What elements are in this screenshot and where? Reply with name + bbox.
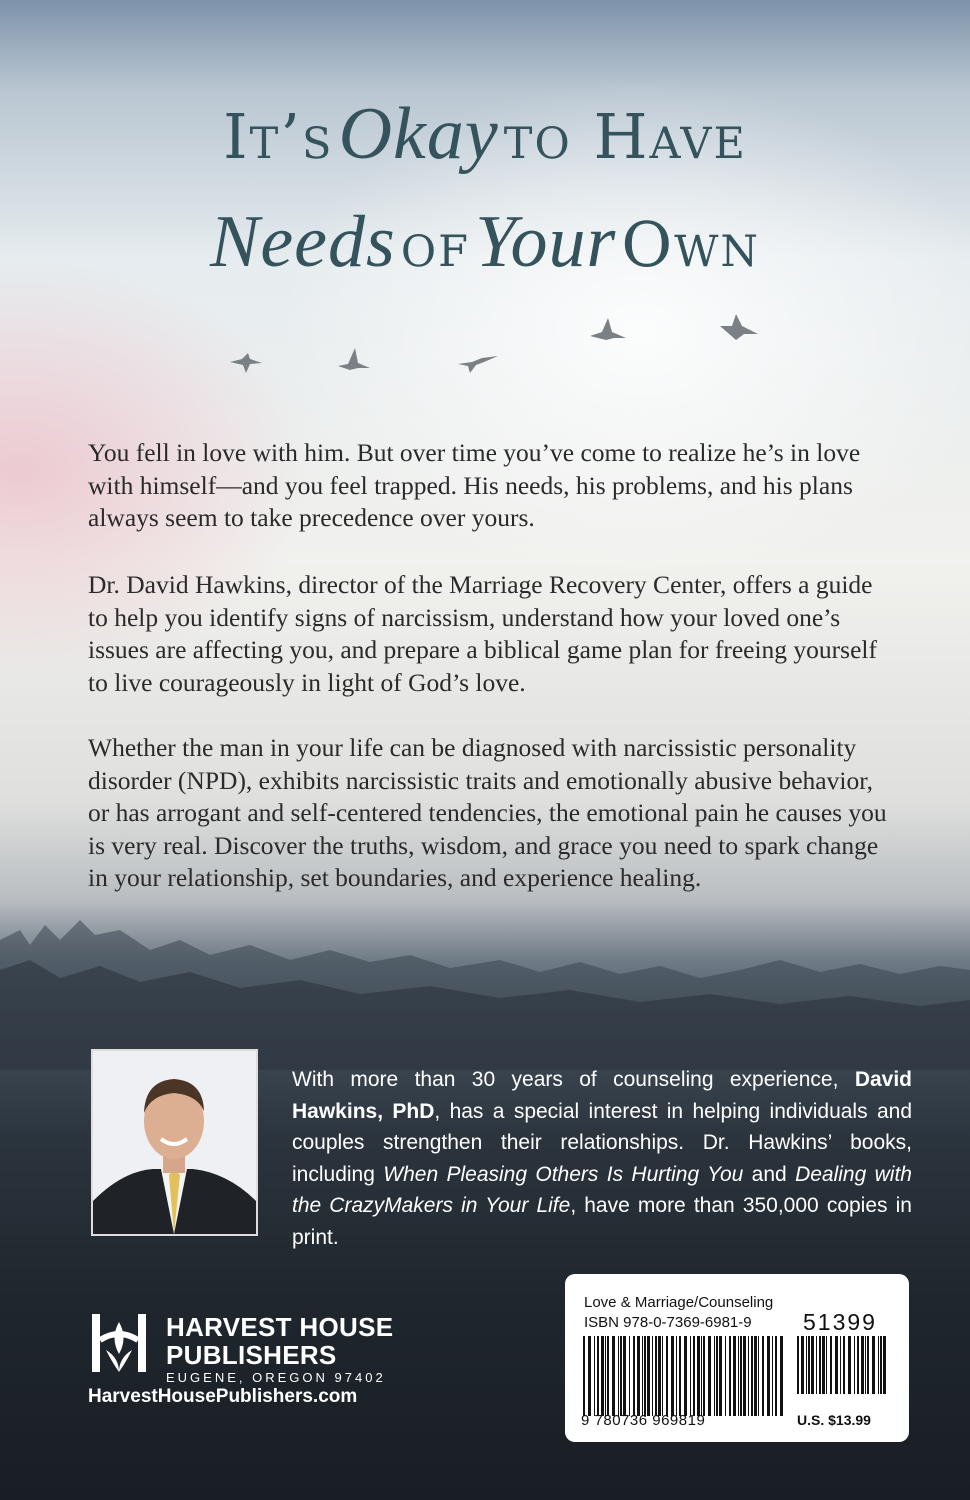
publisher-city: EUGENE, OREGON 97402 [166,1370,386,1385]
bird-icon [230,353,262,373]
blurb-paragraph: Whether the man in your life can be diagnosed with narcissistic personality disorder (NPD), exhibits narcissistic traits and emotionally abusive behavior, or has arrogant and self-centered tendencies, the emotional pain he causes you is very real. Discover the truths, wisdom, and grace you need to spark change in your relationship, set boundaries, and experience healing. [88,733,887,892]
bird-icon [338,348,370,370]
harvest-house-logo-icon [88,1310,152,1380]
author-name: David Hawkins, PhD [292,1068,912,1123]
title-line-1: It’s Okay to Have [223,93,747,175]
author-photo [91,1049,258,1236]
publisher-url: HarvestHousePublishers.com [88,1386,358,1407]
publisher-name: PUBLISHERS [166,1340,337,1370]
book-category: Love & Marriage/Counseling [584,1294,774,1311]
ean-digits: 9 780736 969819 [581,1412,706,1429]
forest-treeline [0,900,970,1070]
price: U.S. $13.99 [797,1412,871,1428]
blurb-paragraph: Dr. David Hawkins, director of the Marriage Recovery Center, offers a guide to help you identify signs of narcissism, understand how your loved one’s issues are affecting you, and prepare a biblical game plan for freeing yourself to live courageously in light of God’s love. [88,570,877,697]
flying-birds [0,300,970,390]
bird-icon [458,356,498,373]
book-title: Dealing with the CrazyMakers in Your Life [292,1162,912,1217]
blurb-paragraph: You fell in love with him. But over time you’ve come to realize he’s in love with himself—and you feel trapped. His needs, his problems, and his plans always seem to take precedence over yours. [88,438,861,532]
book-title: When Pleasing Others Is Hurting You [383,1162,744,1186]
publisher-name: HARVEST HOUSE [166,1312,394,1342]
publisher-block [88,1310,408,1410]
bird-icon [720,314,758,340]
price-barcode-icon [797,1336,889,1394]
price-code: 51399 [803,1309,877,1335]
isbn: ISBN 978-0-7369-6981-9 [584,1314,752,1331]
ean-barcode-icon [583,1336,783,1416]
title-line-2: Needs of Your Own [209,201,761,283]
bird-icon [590,318,626,340]
author-bio: With more than 30 years of counseling experience, David Hawkins, PhD, has a special interest in helping individuals and couples strengthen their relationships. Dr. Hawkins’ books, including When Pleasing Others Is Hurting You and Dealing with the CrazyMakers in Your Life, have more than 350,000 copies in print. [292,1068,912,1249]
barcode-box [565,1274,909,1442]
